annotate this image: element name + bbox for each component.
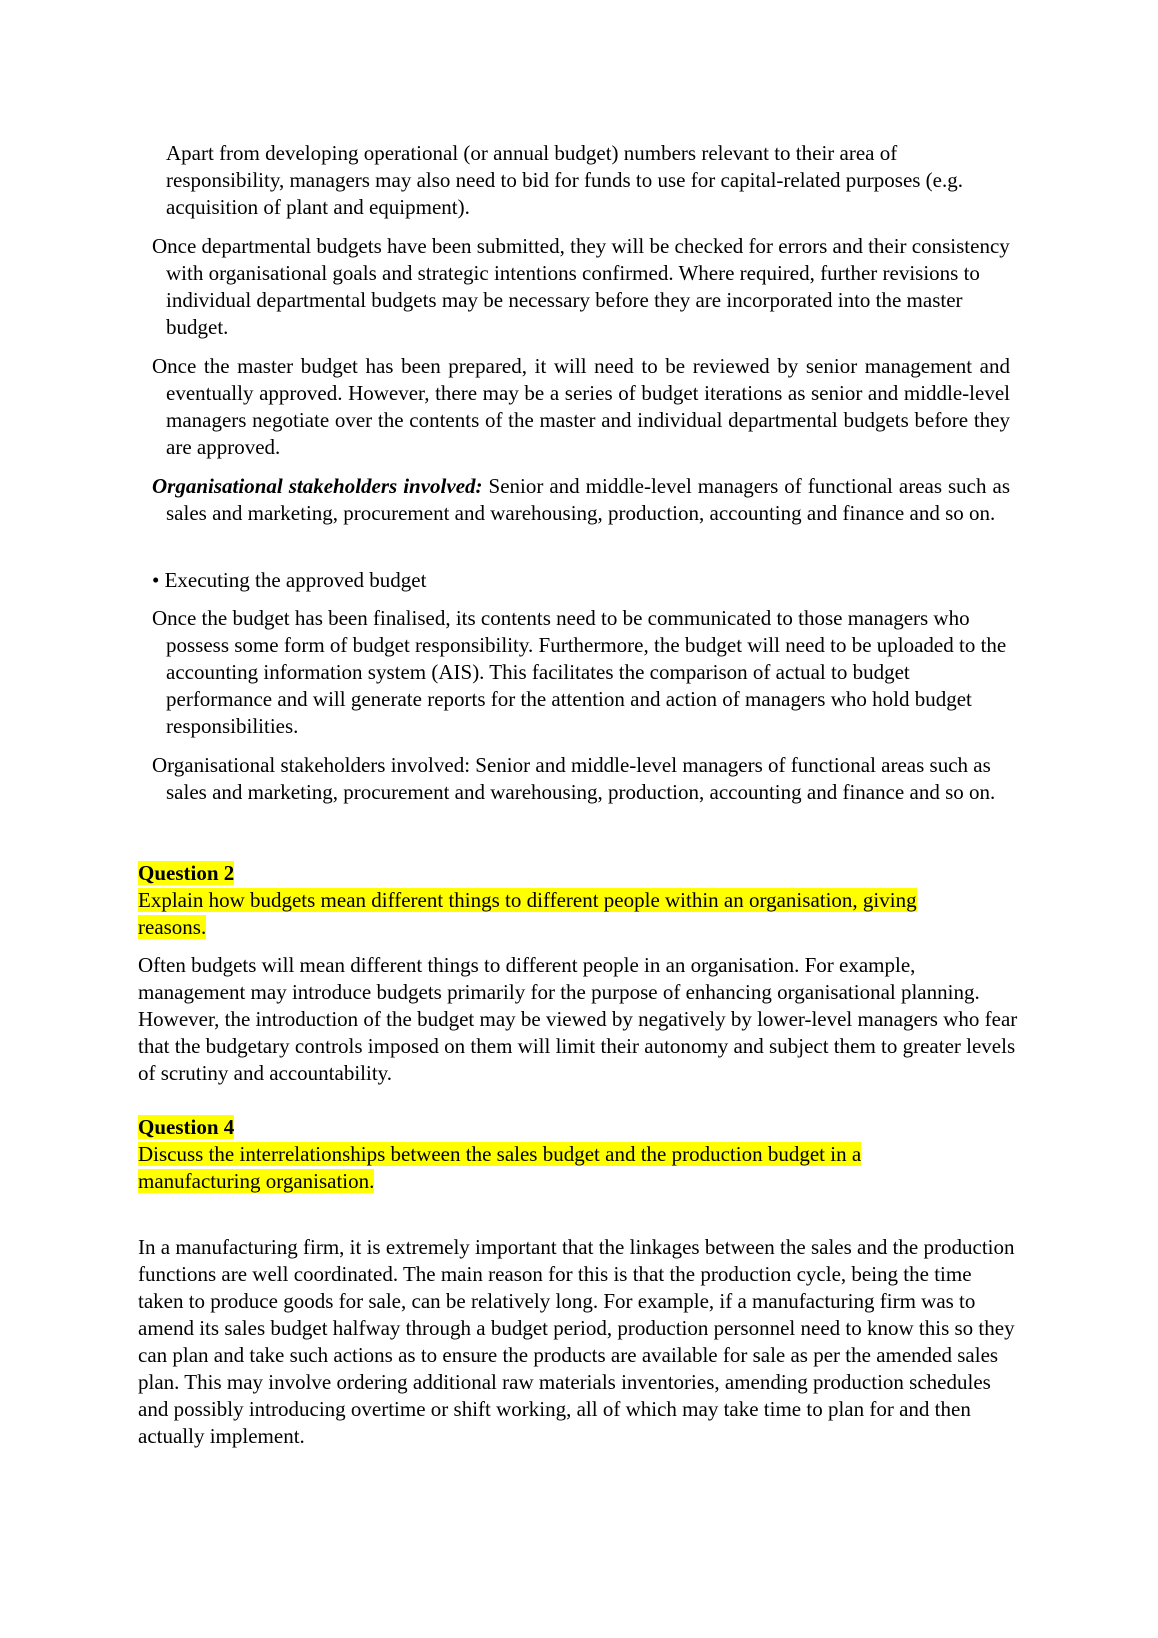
question-4-answer: In a manufacturing firm, it is extremely important that the linkages between the sales and the production functions are well coordinated. The main reason for this is that the production cycle, being the time taken to produce goods for sale, can be relatively long. For example, if a manufacturing firm was to amend its sales budget halfway through a budget period, production personnel need to know this so they can plan and take such actions as to ensure the products are available for sale as per the amended sales plan. This may involve ordering additional raw materials inventories, amending production schedules and possibly introducing overtime or shift working, all of which may take time to plan for and then actually implement. xyxy=(138,1235,1015,1448)
paragraph-stakeholders-executing: Organisational stakeholders involved: Senior and middle-level managers of functional areas such as sales and marketing, procurement and warehousing, production, accounting and finance and so on. xyxy=(152,753,996,804)
question-4-block xyxy=(138,1114,1018,1195)
question-2-prompt-line-2: reasons. xyxy=(138,915,207,939)
paragraph-budget-submission: Once departmental budgets have been submitted, they will be checked for errors and their consistency with organisational goals and strategic intentions confirmed. Where required, further revisions to individual departmental budgets may be necessary before they are incorporated into the master budget. xyxy=(152,234,1010,339)
question-2-heading: Question 2 xyxy=(138,861,235,885)
question-2-answer: Often budgets will mean different things to different people in an organisation. For example, management may introduce budgets primarily for the purpose of enhancing organisational planning. However, the introduction of the budget may be viewed by negatively by lower-level managers who fear that the budgetary controls imposed on them will limit their autonomy and subject them to greater levels of scrutiny and accountability. xyxy=(138,953,1018,1085)
question-2-prompt-line-1: Explain how budgets mean different things to different people within an organisation, giving xyxy=(138,888,917,912)
paragraph-budget-finalised: Once the budget has been finalised, its contents need to be communicated to those managers who possess some form of budget responsibility. Furthermore, the budget will need to be uploaded to the accounting information system (AIS). This facilitates the comparison of actual to budget performance and will generate reports for the attention and action of managers who hold budget responsibilities. xyxy=(152,606,1007,738)
question-4-prompt-line-2: manufacturing organisation. xyxy=(138,1169,375,1193)
paragraph-master-budget-review: Once the master budget has been prepared, it will need to be reviewed by senior management and eventually approved. However, there may be a series of budget iterations as senior and middle-level managers negotiate over the contents of the master and individual departmental budgets before they are approved. xyxy=(152,354,1010,459)
paragraph-stakeholders-approval xyxy=(152,473,1010,527)
question-4-prompt-line-1: Discuss the interrelationships between the sales budget and the production budget in a xyxy=(138,1142,862,1166)
stakeholders-label: Organisational stakeholders involved: xyxy=(152,474,483,498)
question-2-block xyxy=(138,860,1018,941)
stakeholders-text: Senior and middle-level managers of functional areas such as sales and marketing, procurement and warehousing, production, accounting and finance and so on. xyxy=(166,474,1010,525)
paragraph-capital-funds: Apart from developing operational (or annual budget) numbers relevant to their area of responsibility, managers may also need to bid for funds to use for capital-related purposes (e.g. acquisition of plant and equipment). xyxy=(166,141,963,219)
bullet-executing-budget: • Executing the approved budget xyxy=(152,568,427,592)
question-4-heading: Question 4 xyxy=(138,1115,235,1139)
